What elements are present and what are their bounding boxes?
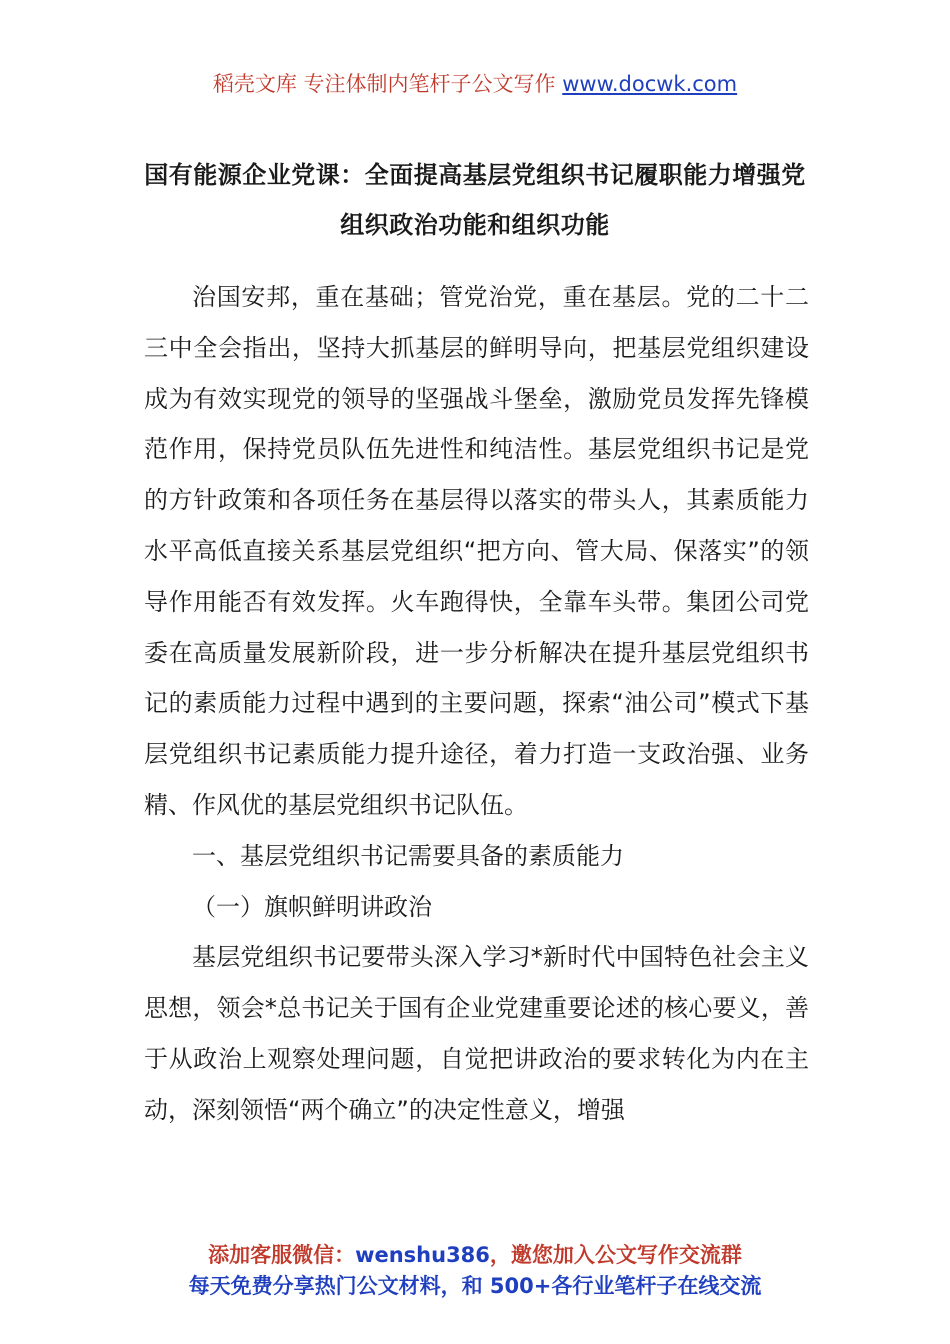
subsection-heading-1: （一）旗帜鲜明讲政治: [192, 892, 432, 921]
document-body: [144, 272, 809, 1136]
footer-prefix: 添加客服微信：: [208, 1243, 356, 1267]
site-header: [0, 68, 950, 100]
website-link[interactable]: www.docwk.com: [562, 72, 738, 96]
footer-suffix: ，邀您加入公文写作交流群: [489, 1243, 742, 1267]
section-heading-1: 一、基层党组织书记需要具备的素质能力: [192, 841, 624, 870]
body-paragraph: 基层党组织书记要带头深入学习*新时代中国特色社会主义思想，领会*总书记关于国有企业党建重要论述的核心要义，善于从政治上观察处理问题，自觉把讲政治的要求转化为内在主动，深刻领悟“两个确立”的决定性意义，增强: [144, 943, 809, 1124]
footer-line-2: 每天免费分享热门公文材料，和 500+各行业笔杆子在线交流: [188, 1274, 762, 1298]
brand-tagline: 稻壳文库 专注体制内笔杆子公文写作: [212, 72, 556, 96]
wechat-id: wenshu386: [355, 1243, 490, 1267]
document-title: 国有能源企业党课：全面提高基层党组织书记履职能力增强党组织政治功能和组织功能: [144, 161, 806, 239]
footer-line-1: [0, 1240, 950, 1271]
promo-footer: [0, 1240, 950, 1302]
intro-paragraph: 治国安邦，重在基础；管党治党，重在基层。党的二十二三中全会指出，坚持大抓基层的鲜明导向，把基层党组织建设成为有效实现党的领导的坚强战斗堡垒，激励党员发挥先锋模范作用，保持党员队伍先进性和纯洁性。基层党组织书记是党的方针政策和各项任务在基层得以落实的带头人，其素质能力水平高低直接关系基层党组织“把方向、管大局、保落实”的领导作用能否有效发挥。火车跑得快，全靠车头带。集团公司党委在高质量发展新阶段，进一步分析解决在提升基层党组织书记的素质能力过程中遇到的主要问题，探索“油公司”模式下基层党组织书记素质能力提升途径，着力打造一支政治强、业务精、作风优的基层党组织书记队伍。: [144, 283, 809, 819]
